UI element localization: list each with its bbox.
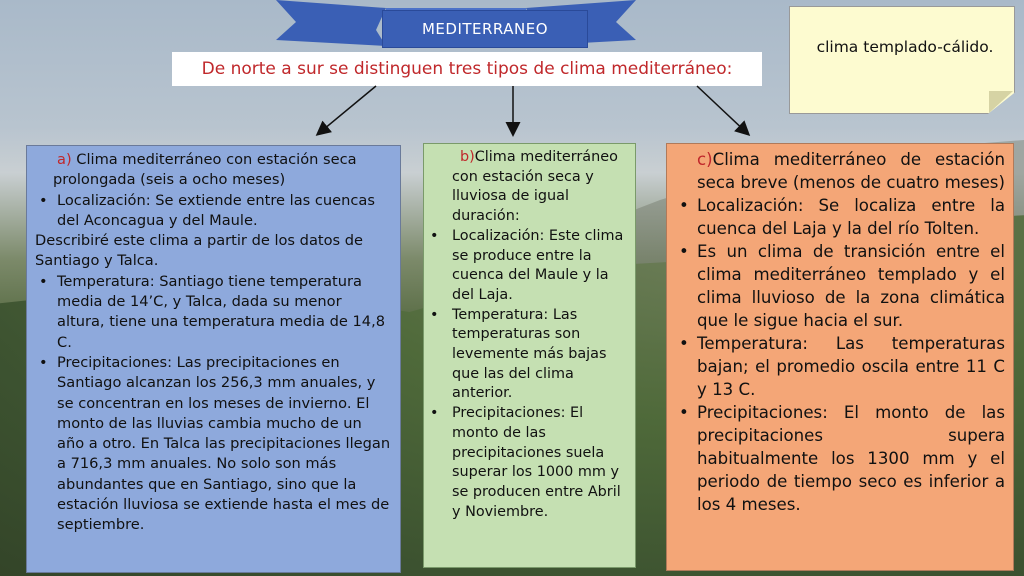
b-location: • Localización: Este clima se produce entre la cuenca del Maule y la del Laja. [452,227,625,306]
title-c: Clima mediterráneo de estación seca breve (menos de cuatro meses) [697,150,1005,192]
label-c: c) [697,150,713,169]
c-temperature: • Temperatura: Las temperaturas bajan; el promedio oscila entre 11 C y 13 C. [677,332,1005,401]
label-b: b) [460,149,475,165]
sticky-note [789,6,1015,114]
b-precipitation: • Precipitaciones: El monto de las precipitaciones suela superar los 1000 mm y se producen entre Abril y Noviembre. [452,404,625,522]
title-a: Clima mediterráneo con estación seca [71,151,357,168]
title-a-line2: prolongada (seis a ocho meses) [53,171,286,189]
title-b: Clima mediterráneo con estación seca y lluviosa de igual duración: [452,149,618,225]
a-location: • Localización: Se extiende entre las cuencas del Aconcagua y del Maule. [35,191,392,232]
headline: De norte a sur se distinguen tres tipos de clima mediterráneo: [172,52,762,86]
label-a: a) [57,151,72,168]
arrow-to-c [697,86,748,134]
a-temperature: • Temperatura: Santiago tiene temperatura media de 14’C, y Talca, dada su menor altura, tiene una temperatura media de 14,8 C. [35,272,392,353]
climate-box-c [666,143,1014,571]
c-precipitation: • Precipitaciones: El monto de las precipitaciones supera habitualmente los 1300 mm y el periodo de tiempo seco es inferior a los 4 meses. [677,401,1005,516]
a-paragraph: Describiré este clima a partir de los datos de Santiago y Talca. [35,232,364,270]
banner-title: MEDITERRANEO [382,10,588,48]
climate-box-b [423,143,636,568]
climate-box-a [26,145,401,573]
b-temperature: • Temperatura: Las temperaturas son levemente más bajas que las del clima anterior. [452,306,625,405]
arrow-to-a [318,86,376,134]
c-location: • Localización: Se localiza entre la cuenca del Laja y la del río Tolten. [677,194,1005,240]
a-precipitation: • Precipitaciones: Las precipitaciones en Santiago alcanzan los 256,3 mm anuales, y se concentran en los meses de invierno. El monto de las lluvias cambia mucho de un año a otro. En Talca las precipitaciones llegan a 716,3 mm anuales. No solo son más abundantes que en Santiago, sino que la estación lluviosa se extiende hasta el mes de septiembre. [35,353,392,536]
c-transition: • Es un clima de transición entre el clima mediterráneo templado y el clima lluvioso de la zona climática que le sigue hacia el sur. [677,240,1005,332]
sticky-note-text: clima templado-cálido. [816,38,994,56]
